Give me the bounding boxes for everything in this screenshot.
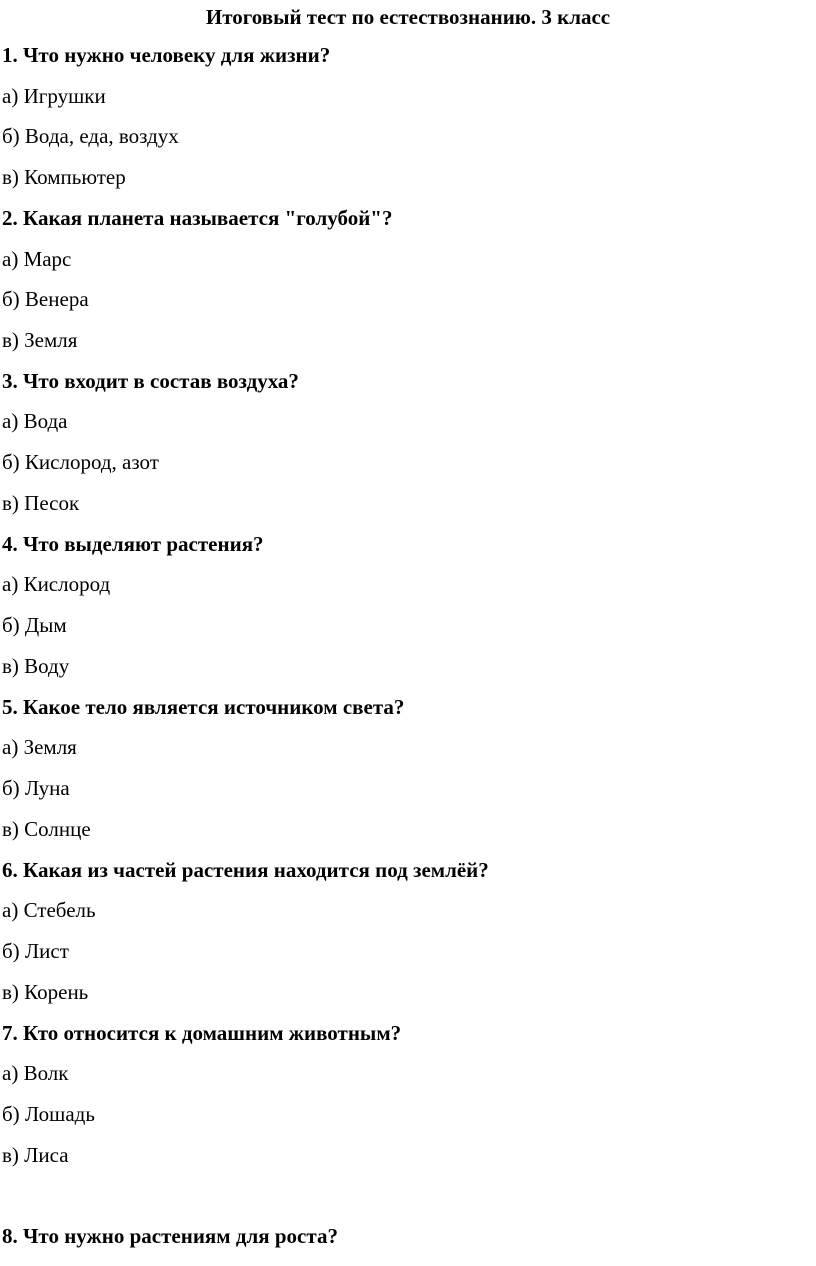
q7-option-a: а) Волк	[2, 1061, 69, 1085]
q2-option-c: в) Земля	[2, 328, 78, 352]
question-1: 1. Что нужно человеку для жизни?	[2, 43, 331, 67]
q6-option-c: в) Корень	[2, 980, 89, 1004]
question-2: 2. Какая планета называется "голубой"?	[2, 206, 393, 230]
q2-option-b: б) Венера	[2, 287, 89, 311]
q3-option-a: а) Вода	[2, 409, 68, 433]
question-6: 6. Какая из частей растения находится под землёй?	[2, 858, 489, 882]
q6-option-a: а) Стебель	[2, 898, 96, 922]
q3-option-b: б) Кислород, азот	[2, 450, 159, 474]
q7-option-b: б) Лошадь	[2, 1102, 95, 1126]
q5-option-a: а) Земля	[2, 735, 77, 759]
q4-option-c: в) Воду	[2, 654, 70, 678]
q4-option-b: б) Дым	[2, 613, 67, 637]
question-3: 3. Что входит в состав воздуха?	[2, 369, 299, 393]
q5-option-c: в) Солнце	[2, 817, 91, 841]
question-5: 5. Какое тело является источником света?	[2, 695, 405, 719]
q5-option-b: б) Луна	[2, 776, 70, 800]
question-4: 4. Что выделяют растения?	[2, 532, 264, 556]
q4-option-a: а) Кислород	[2, 572, 111, 596]
document-title: Итоговый тест по естествознанию. 3 класс	[205, 5, 611, 29]
q3-option-c: в) Песок	[2, 491, 80, 515]
q1-option-b: б) Вода, еда, воздух	[2, 124, 179, 148]
q1-option-a: а) Игрушки	[2, 84, 106, 108]
q6-option-b: б) Лист	[2, 939, 69, 963]
q1-option-c: в) Компьютер	[2, 165, 126, 189]
question-8: 8. Что нужно растениям для роста?	[2, 1224, 338, 1248]
question-7: 7. Кто относится к домашним животным?	[2, 1021, 402, 1045]
q2-option-a: а) Марс	[2, 247, 72, 271]
q7-option-c: в) Лиса	[2, 1143, 69, 1167]
